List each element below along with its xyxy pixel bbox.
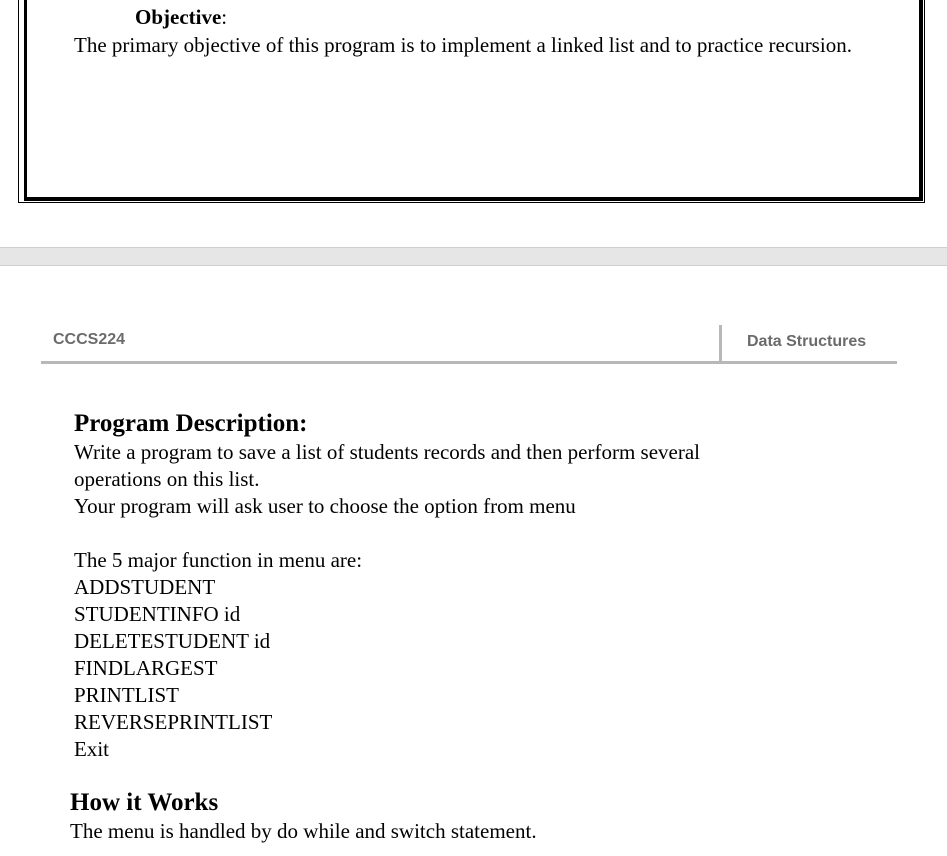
menu-item: Exit	[74, 737, 109, 761]
how-it-works-text: The menu is handled by do while and switch statement.	[70, 819, 537, 843]
objective-box	[18, 0, 925, 203]
menu-item: REVERSEPRINTLIST	[74, 710, 273, 734]
program-description-heading: Program Description:	[74, 410, 308, 437]
objective-heading-text: Objective	[135, 5, 222, 29]
menu-item: DELETESTUDENT id	[74, 629, 271, 653]
header-course-code: CCCS224	[53, 331, 126, 348]
objective-box-border	[24, 0, 923, 201]
objective-heading	[135, 5, 227, 30]
header-divider	[719, 325, 722, 362]
menu-item: PRINTLIST	[74, 683, 179, 707]
description-line: The 5 major function in menu are:	[74, 548, 363, 572]
objective-heading-colon: :	[221, 5, 228, 29]
page-separator	[0, 247, 947, 266]
menu-item: STUDENTINFO id	[74, 602, 241, 626]
description-line	[74, 520, 834, 547]
objective-text: The primary objective of this program is to implement a linked list and to practice recursion.	[74, 33, 852, 57]
description-line: operations on this list.	[74, 467, 260, 491]
description-line: Write a program to save a list of students records and then perform several	[74, 440, 701, 464]
how-it-works-heading: How it Works	[70, 789, 219, 816]
program-description-body	[74, 439, 834, 763]
menu-item: ADDSTUDENT	[74, 575, 216, 599]
header-course-name: Data Structures	[747, 333, 867, 350]
header-rule	[41, 361, 897, 364]
description-line: Your program will ask user to choose the option from menu	[74, 494, 576, 518]
menu-item: FINDLARGEST	[74, 656, 218, 680]
